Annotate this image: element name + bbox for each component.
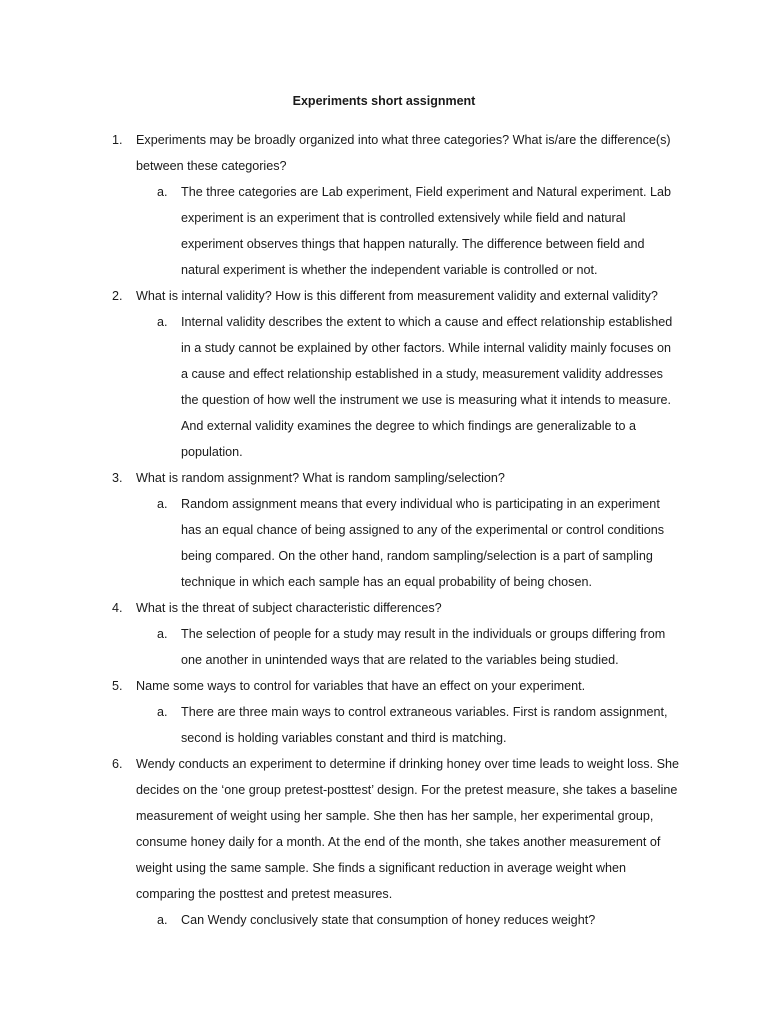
question-number: 2. bbox=[112, 289, 123, 303]
answer-text: The selection of people for a study may result in the individuals or groups differing from one another in unintended ways that are related to the variables being studied. bbox=[181, 627, 666, 667]
question-item bbox=[0, 595, 768, 673]
question-number: 4. bbox=[112, 601, 123, 615]
question-item bbox=[0, 673, 768, 751]
question-text: What is internal validity? How is this different from measurement validity and external validity? bbox=[136, 289, 658, 303]
answer-list bbox=[136, 621, 680, 673]
question-text: What is the threat of subject characteristic differences? bbox=[136, 601, 442, 615]
answer-list bbox=[136, 907, 680, 933]
answer-letter: a. bbox=[157, 705, 168, 719]
answer-text: There are three main ways to control extraneous variables. First is random assignment, second is holding variables constant and third is matching. bbox=[181, 705, 668, 745]
answer-letter: a. bbox=[157, 627, 168, 641]
question-number: 6. bbox=[112, 757, 123, 771]
answer-text: Internal validity describes the extent to which a cause and effect relationship established in a study cannot be explained by other factors. While internal validity mainly focuses on a cause and effect relationship established in a study, measurement validity addresses the question of how well the instrument we use is measuring what it intends to measure. And external validity examines the degree to which findings are generalizable to a population. bbox=[181, 315, 673, 459]
answer-list bbox=[136, 179, 680, 283]
question-text: Wendy conducts an experiment to determine if drinking honey over time leads to weight loss. She decides on the ‘one group pretest-posttest’ design. For the pretest measure, she takes a baseline measurement of weight using her sample. She then has her sample, her experimental group, consume honey daily for a month. At the end of the month, she takes another measurement of weight using the same sample. She finds a significant reduction in average weight when comparing the posttest and pretest measures. bbox=[136, 757, 679, 901]
answer-list bbox=[136, 699, 680, 751]
question-number: 5. bbox=[112, 679, 123, 693]
answer-letter: a. bbox=[157, 315, 168, 329]
answer-item bbox=[136, 907, 680, 933]
answer-letter: a. bbox=[157, 185, 168, 199]
answer-item bbox=[136, 699, 680, 751]
answer-text: Can Wendy conclusively state that consumption of honey reduces weight? bbox=[181, 913, 596, 927]
answer-item bbox=[136, 621, 680, 673]
question-item bbox=[0, 751, 768, 933]
answer-list bbox=[136, 491, 680, 595]
question-text: Name some ways to control for variables that have an effect on your experiment. bbox=[136, 679, 586, 693]
answer-list bbox=[136, 309, 680, 465]
document-title: Experiments short assignment bbox=[292, 94, 476, 108]
answer-text: Random assignment means that every individual who is participating in an experiment has an equal chance of being assigned to any of the experimental or control conditions being compared. On the other hand, random sampling/selection is a part of sampling technique in which each sample has an equal probability of being chosen. bbox=[181, 497, 665, 589]
question-text: What is random assignment? What is random sampling/selection? bbox=[136, 471, 505, 485]
answer-letter: a. bbox=[157, 913, 168, 927]
question-item bbox=[0, 465, 768, 595]
answer-item bbox=[136, 309, 680, 465]
question-number: 1. bbox=[112, 133, 123, 147]
question-item bbox=[0, 127, 768, 283]
question-list bbox=[0, 127, 768, 933]
question-item bbox=[0, 283, 768, 465]
answer-text: The three categories are Lab experiment, Field experiment and Natural experiment. Lab experiment is an experiment that is controlled extensively while field and natural experiment observes things that happen naturally. The difference between field and natural experiment is whether the independent variable is controlled or not. bbox=[181, 185, 672, 277]
question-number: 3. bbox=[112, 471, 123, 485]
question-text: Experiments may be broadly organized into what three categories? What is/are the difference(s) between these categories? bbox=[136, 133, 671, 173]
answer-item bbox=[136, 491, 680, 595]
answer-item bbox=[136, 179, 680, 283]
answer-letter: a. bbox=[157, 497, 168, 511]
